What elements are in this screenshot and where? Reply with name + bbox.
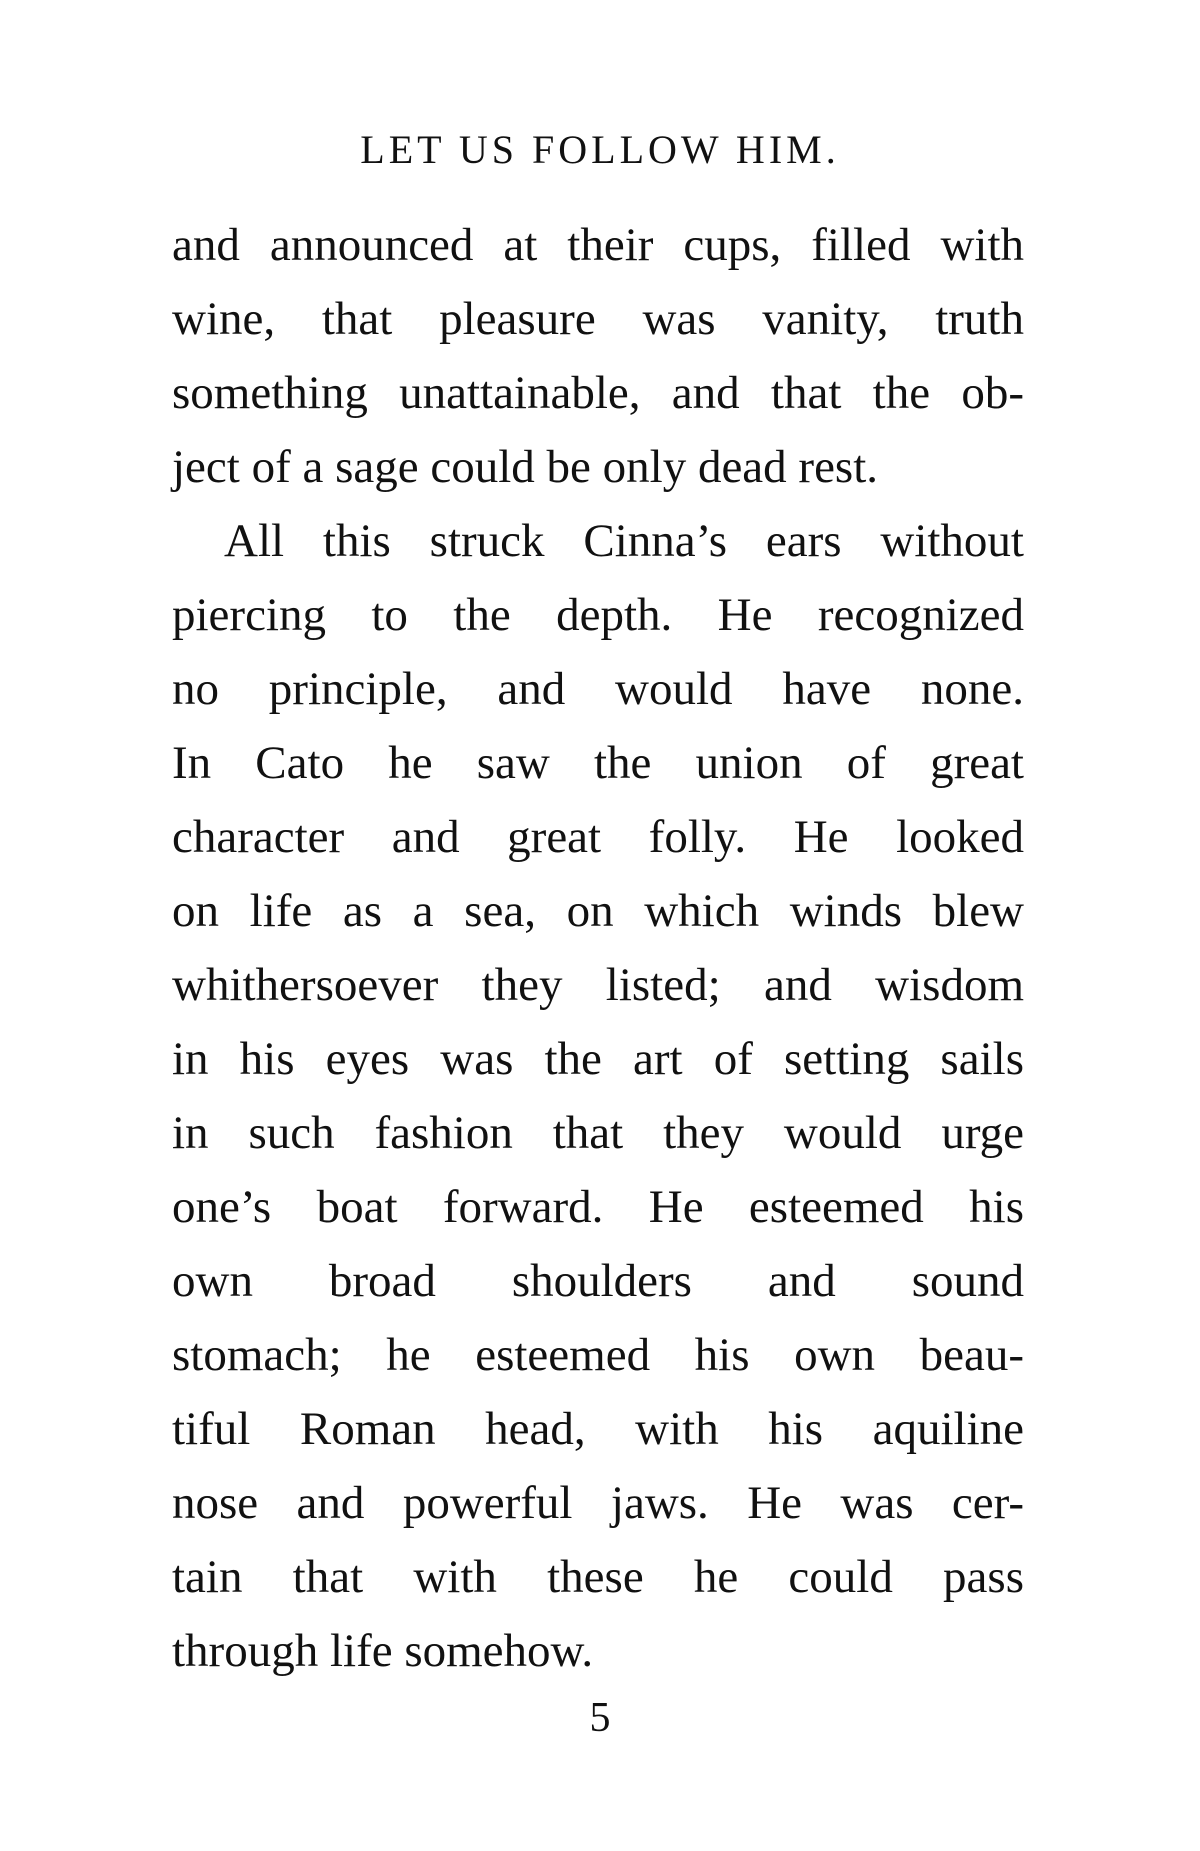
text-line: In Cato he saw the union of great (172, 737, 1024, 789)
text-line: and announced at their cups, filled with (172, 219, 1024, 271)
text-line: ject of a sage could be only dead rest. (172, 441, 879, 493)
page-number: 5 (589, 1695, 611, 1741)
text-line: stomach; he esteemed his own beau- (172, 1329, 1024, 1381)
text-line: through life somehow. (172, 1625, 594, 1677)
text-line: nose and powerful jaws. He was cer- (172, 1477, 1024, 1529)
text-line: piercing to the depth. He recognized (172, 589, 1024, 641)
text-line: own broad shoulders and sound (172, 1255, 1024, 1307)
text-line: All this struck Cinna’s ears without (224, 515, 1024, 567)
body-text (172, 208, 1024, 1688)
text-line: in his eyes was the art of setting sails (172, 1033, 1024, 1085)
running-head: LET US FOLLOW HIM. (360, 127, 840, 172)
text-line: no principle, and would have none. (172, 663, 1024, 715)
text-line: whithersoever they listed; and wisdom (172, 959, 1024, 1011)
text-line: on life as a sea, on which winds blew (172, 885, 1024, 937)
text-line: tiful Roman head, with his aquiline (172, 1403, 1024, 1455)
text-line: wine, that pleasure was vanity, truth (172, 293, 1024, 345)
text-line: in such fashion that they would urge (172, 1107, 1024, 1159)
text-line: tain that with these he could pass (172, 1551, 1024, 1603)
text-line: character and great folly. He looked (172, 811, 1024, 863)
text-line: one’s boat forward. He esteemed his (172, 1181, 1024, 1233)
text-line: something unattainable, and that the ob- (172, 367, 1024, 419)
